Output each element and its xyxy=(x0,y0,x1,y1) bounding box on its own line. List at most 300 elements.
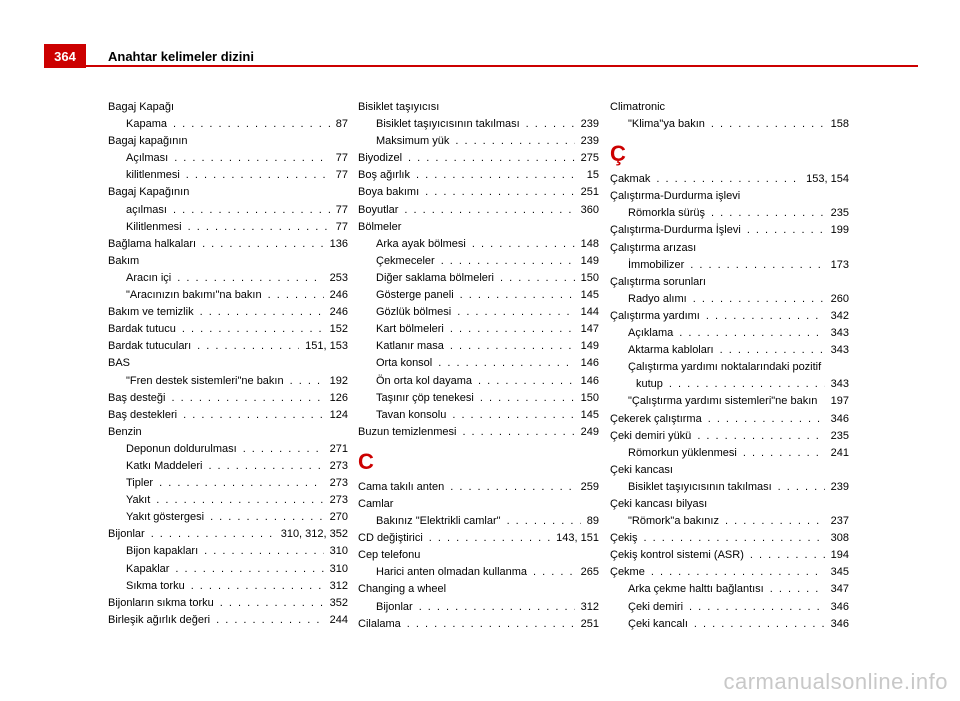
dot-leader xyxy=(151,526,275,543)
index-entry xyxy=(610,393,849,410)
index-entry xyxy=(108,150,348,167)
index-heading: Çeki kancası xyxy=(610,463,673,476)
entry-page-number: 273 xyxy=(329,494,348,507)
index-entry xyxy=(108,578,348,595)
entry-page-number: 143, 151 xyxy=(556,532,599,545)
dot-leader xyxy=(171,390,323,407)
index-heading: Çalıştırma sorunları xyxy=(610,275,706,288)
entry-page-number: 251 xyxy=(580,186,599,199)
entry-page-number: 153, 154 xyxy=(806,173,849,186)
entry-page-number: 199 xyxy=(830,224,849,237)
entry-page-number: 343 xyxy=(830,344,849,357)
dot-leader xyxy=(202,236,324,253)
dot-leader xyxy=(175,561,323,578)
dot-leader xyxy=(200,304,324,321)
entry-page-number: 310 xyxy=(329,545,348,558)
entry-term: Çekme xyxy=(610,566,645,579)
dot-leader xyxy=(478,373,575,390)
entry-term: Gözlük bölmesi xyxy=(376,306,452,319)
entry-term: Çekerek çalıştırma xyxy=(610,412,702,425)
index-entry xyxy=(358,530,599,547)
entry-page-number: 244 xyxy=(329,613,348,626)
entry-page-number: 265 xyxy=(580,566,599,579)
entry-page-number: 347 xyxy=(830,583,849,596)
entry-page-number: 77 xyxy=(335,203,348,216)
dot-leader xyxy=(216,612,324,629)
dot-leader xyxy=(669,376,825,393)
dot-leader xyxy=(750,547,825,564)
page-header xyxy=(0,0,960,70)
entry-term: "Römork"a bakınız xyxy=(628,515,719,528)
entry-term: Römorkla sürüş xyxy=(628,207,706,220)
index-entry xyxy=(108,543,348,560)
entry-page-number: 312 xyxy=(580,600,599,613)
dot-leader xyxy=(429,530,550,547)
entry-page-number: 77 xyxy=(335,169,348,182)
index-entry xyxy=(108,219,348,236)
dot-leader xyxy=(173,116,330,133)
entry-term: Boş ağırlık xyxy=(358,169,410,182)
dot-leader xyxy=(208,458,323,475)
dot-leader xyxy=(450,479,574,496)
dot-leader xyxy=(452,407,574,424)
entry-term: Birleşik ağırlık değeri xyxy=(108,613,211,626)
entry-term: "Fren destek sistemleri"ne bakın xyxy=(126,374,284,387)
dot-leader xyxy=(186,167,330,184)
index-entry xyxy=(610,308,849,325)
entry-page-number: 308 xyxy=(830,532,849,545)
entry-page-number: 346 xyxy=(830,412,849,425)
index-entry xyxy=(358,424,599,441)
index-heading: Çeki kancası bilyası xyxy=(610,497,708,510)
index-entry xyxy=(358,236,599,253)
entry-page-number: 345 xyxy=(830,566,849,579)
entry-term: "Çalıştırma yardımı sistemleri"ne bakın xyxy=(628,395,818,408)
dot-leader xyxy=(407,616,575,633)
entry-term: Çekiş kontrol sistemi (ASR) xyxy=(610,549,744,562)
index-column-3 xyxy=(610,99,849,633)
watermark: carmanualsonline.info xyxy=(723,669,948,694)
dot-leader xyxy=(706,308,825,325)
dot-leader xyxy=(416,167,581,184)
entry-term: Tipler xyxy=(126,477,154,490)
index-entry xyxy=(108,509,348,526)
index-entry xyxy=(610,116,849,133)
index-entry xyxy=(610,564,849,581)
entry-term: "Klima"ya bakın xyxy=(628,118,705,131)
entry-term: Arka ayak bölmesi xyxy=(376,237,466,250)
entry-page-number: 149 xyxy=(580,254,599,267)
index-entry xyxy=(610,445,849,462)
entry-term: Katkı Maddeleri xyxy=(126,459,203,472)
entry-term: Baş destekleri xyxy=(108,408,178,421)
entry-term: Buzun temizlenmesi xyxy=(358,425,457,438)
entry-page-number: 148 xyxy=(580,237,599,250)
dot-leader xyxy=(708,411,825,428)
entry-term: Sıkma torku xyxy=(126,579,185,592)
index-entry xyxy=(358,167,599,184)
dot-leader xyxy=(455,133,574,150)
dot-leader xyxy=(268,287,324,304)
index-entry xyxy=(108,612,348,629)
index-entry xyxy=(108,321,348,338)
entry-page-number: 173 xyxy=(830,258,849,271)
entry-term: Çekmeceler xyxy=(376,254,435,267)
entry-term: Çeki demiri xyxy=(628,600,684,613)
index-entry xyxy=(358,150,599,167)
entry-term: Gösterge paneli xyxy=(376,289,454,302)
entry-page-number: 260 xyxy=(830,292,849,305)
dot-leader xyxy=(770,581,825,598)
entry-term: Römorkun yüklenmesi xyxy=(628,446,737,459)
dot-leader xyxy=(694,616,825,633)
dot-leader xyxy=(651,564,825,581)
entry-page-number: 77 xyxy=(335,220,348,233)
dot-leader xyxy=(174,150,330,167)
index-entry xyxy=(358,479,599,496)
dot-leader xyxy=(462,424,574,441)
dot-leader xyxy=(404,202,574,219)
index-entry xyxy=(358,202,599,219)
entry-term: "Aracınızın bakımı"na bakın xyxy=(126,289,262,302)
index-entry xyxy=(108,561,348,578)
entry-page-number: 343 xyxy=(830,327,849,340)
index-entry xyxy=(358,373,599,390)
entry-page-number: 194 xyxy=(830,549,849,562)
dot-leader xyxy=(526,116,575,133)
index-entry xyxy=(108,526,348,543)
entry-page-number: 87 xyxy=(335,118,348,131)
page-title: Anahtar kelimeler dizini xyxy=(108,49,254,64)
entry-page-number: 270 xyxy=(329,511,348,524)
entry-page-number: 251 xyxy=(580,617,599,630)
index-entry xyxy=(358,338,599,355)
entry-term: Orta konsol xyxy=(376,357,433,370)
entry-term: Çeki demiri yükü xyxy=(610,429,692,442)
entry-term: Radyo alımı xyxy=(628,292,687,305)
dot-leader xyxy=(725,513,825,530)
index-heading: Bagaj Kapağının xyxy=(108,186,190,199)
entry-page-number: 150 xyxy=(580,271,599,284)
dot-leader xyxy=(743,445,825,462)
entry-term: CD değiştirici xyxy=(358,532,423,545)
entry-term: Taşınır çöp tenekesi xyxy=(376,391,474,404)
entry-term: Çekiş xyxy=(610,532,638,545)
index-entry xyxy=(108,338,348,355)
entry-term: Maksimum yük xyxy=(376,135,450,148)
entry-page-number: 126 xyxy=(329,391,348,404)
entry-page-number: 271 xyxy=(329,442,348,455)
entry-term: Çalıştırma-Durdurma İşlevi xyxy=(610,224,741,237)
index-heading: BAS xyxy=(108,357,131,370)
dot-leader xyxy=(183,407,324,424)
entry-term: Açılması xyxy=(126,152,169,165)
index-entry xyxy=(610,325,849,342)
header-rule xyxy=(86,65,918,67)
entry-page-number: 273 xyxy=(329,477,348,490)
entry-term: Açıklama xyxy=(628,327,674,340)
index-entry xyxy=(358,133,599,150)
entry-term: Diğer saklama bölmeleri xyxy=(376,271,494,284)
dot-leader xyxy=(188,219,330,236)
entry-page-number: 158 xyxy=(830,118,849,131)
index-entry xyxy=(610,479,849,496)
index-entry xyxy=(610,581,849,598)
index-entry xyxy=(108,287,348,304)
entry-page-number: 145 xyxy=(580,408,599,421)
dot-leader xyxy=(191,578,324,595)
dot-leader xyxy=(644,530,825,547)
dot-leader xyxy=(711,116,825,133)
index-heading: Bakım xyxy=(108,254,140,267)
index-entry xyxy=(610,342,849,359)
entry-term: Bijonlar xyxy=(376,600,413,613)
dot-leader xyxy=(441,253,575,270)
dot-leader xyxy=(778,479,825,496)
dot-leader xyxy=(679,325,824,342)
entry-term: Bakım ve temizlik xyxy=(108,306,194,319)
entry-term: Yakıt göstergesi xyxy=(126,511,205,524)
entry-term: Bijon kapakları xyxy=(126,545,199,558)
entry-page-number: 273 xyxy=(329,459,348,472)
index-entry xyxy=(108,441,348,458)
entry-page-number: 310 xyxy=(329,562,348,575)
index-heading: Bölmeler xyxy=(358,220,402,233)
entry-page-number: 136 xyxy=(329,237,348,250)
index-heading: Climatronic xyxy=(610,101,666,113)
dot-leader xyxy=(173,202,330,219)
index-entry xyxy=(610,257,849,274)
entry-page-number: 246 xyxy=(329,289,348,302)
entry-term: Aktarma kabloları xyxy=(628,344,714,357)
entry-term: Aracın içi xyxy=(126,271,172,284)
dot-leader xyxy=(747,222,825,239)
index-entry xyxy=(358,116,599,133)
entry-term: Bağlama halkaları xyxy=(108,237,197,250)
dot-leader xyxy=(438,355,574,372)
index-entry xyxy=(108,202,348,219)
index-entry xyxy=(108,407,348,424)
dot-leader xyxy=(419,599,575,616)
index-entry xyxy=(610,171,849,188)
entry-page-number: 151, 153 xyxy=(305,340,348,353)
index-entry xyxy=(108,304,348,321)
dot-leader xyxy=(210,509,324,526)
entry-page-number: 312 xyxy=(329,579,348,592)
entry-page-number: 241 xyxy=(830,446,849,459)
dot-leader xyxy=(507,513,581,530)
index-entry xyxy=(108,595,348,612)
entry-page-number: 346 xyxy=(830,600,849,613)
entry-term: Bijonlar xyxy=(108,528,145,541)
dot-leader xyxy=(408,150,575,167)
dot-leader xyxy=(197,338,299,355)
dot-leader xyxy=(159,475,324,492)
dot-leader xyxy=(460,287,575,304)
entry-page-number: 89 xyxy=(586,515,599,528)
entry-term: Baş desteği xyxy=(108,391,166,404)
entry-term: Cilalama xyxy=(358,617,401,630)
index-entry xyxy=(610,530,849,547)
entry-term: Arka çekme halttı bağlantısı xyxy=(628,583,764,596)
entry-page-number: 249 xyxy=(580,425,599,438)
entry-term: Kart bölmeleri xyxy=(376,323,444,336)
dot-leader xyxy=(450,321,575,338)
entry-page-number: 346 xyxy=(830,617,849,630)
entry-page-number: 15 xyxy=(586,169,599,182)
entry-page-number: 197 xyxy=(830,395,849,408)
index-entry xyxy=(358,390,599,407)
dot-leader xyxy=(457,304,574,321)
entry-page-number: 360 xyxy=(580,203,599,216)
dot-leader xyxy=(711,205,825,222)
entry-term: Bardak tutucu xyxy=(108,323,176,336)
index-entry xyxy=(358,355,599,372)
entry-page-number: 239 xyxy=(580,118,599,131)
index-heading: Çalıştırma yardımı noktalarındaki pozitif xyxy=(628,361,822,374)
index-heading: Changing a wheel xyxy=(358,583,447,596)
entry-page-number: 235 xyxy=(830,429,849,442)
dot-leader xyxy=(425,184,575,201)
entry-term: Katlanır masa xyxy=(376,340,444,353)
entry-page-number: 352 xyxy=(329,596,348,609)
index-heading: Çalıştırma arızası xyxy=(610,241,697,254)
dot-leader xyxy=(220,595,324,612)
index-entry xyxy=(108,390,348,407)
entry-term: Bisiklet taşıyıcısının takılması xyxy=(376,118,520,131)
index-heading: Camlar xyxy=(358,497,394,510)
index-entry xyxy=(358,599,599,616)
entry-term: Boya bakımı xyxy=(358,186,420,199)
index-heading: Çalıştırma-Durdurma işlevi xyxy=(610,190,741,203)
entry-term: Tavan konsolu xyxy=(376,408,447,421)
index-entry xyxy=(108,458,348,475)
entry-page-number: 343 xyxy=(830,378,849,391)
index-entry xyxy=(610,513,849,530)
entry-term: Çakmak xyxy=(610,173,651,186)
index-entry xyxy=(108,492,348,509)
entry-page-number: 253 xyxy=(329,271,348,284)
index-entry xyxy=(108,270,348,287)
index-heading: Cep telefonu xyxy=(358,549,421,562)
entry-term: Kapaklar xyxy=(126,562,170,575)
index-entry xyxy=(108,475,348,492)
entry-term: Çeki kancalı xyxy=(628,617,688,630)
entry-page-number: 124 xyxy=(329,408,348,421)
dot-leader xyxy=(204,543,323,560)
entry-page-number: 146 xyxy=(580,357,599,370)
entry-page-number: 239 xyxy=(830,480,849,493)
entry-page-number: 310, 312, 352 xyxy=(280,528,348,541)
index-entry xyxy=(358,270,599,287)
index-entry xyxy=(108,236,348,253)
dot-leader xyxy=(656,171,800,188)
index-entry xyxy=(610,205,849,222)
dot-leader xyxy=(693,291,825,308)
entry-term: Kilitlenmesi xyxy=(126,220,182,233)
index-entry xyxy=(108,167,348,184)
dot-leader xyxy=(689,599,825,616)
index-heading: Benzin xyxy=(108,425,142,438)
index-entry xyxy=(358,321,599,338)
entry-term: İmmobilizer xyxy=(628,258,685,271)
dot-leader xyxy=(450,338,575,355)
entry-page-number: 149 xyxy=(580,340,599,353)
dot-leader xyxy=(243,441,324,458)
index-heading: Bagaj Kapağı xyxy=(108,101,175,113)
dot-leader xyxy=(500,270,575,287)
dot-leader xyxy=(697,428,824,445)
entry-term: Bisiklet taşıyıcısının takılması xyxy=(628,480,772,493)
entry-page-number: 144 xyxy=(580,306,599,319)
index-entry xyxy=(358,616,599,633)
entry-term: kilitlenmesi xyxy=(126,169,180,182)
dot-leader xyxy=(156,492,323,509)
entry-page-number: 147 xyxy=(580,323,599,336)
entry-page-number: 77 xyxy=(335,152,348,165)
index-entry xyxy=(610,376,849,393)
index-entry xyxy=(108,116,348,133)
section-letter: Ç xyxy=(610,141,626,167)
entry-term: açılması xyxy=(126,203,167,216)
index-entry xyxy=(358,287,599,304)
entry-page-number: 275 xyxy=(580,152,599,165)
index-heading: Bagaj kapağının xyxy=(108,135,188,148)
entry-term: Biyodizel xyxy=(358,152,403,165)
entry-term: Ön orta kol dayama xyxy=(376,374,472,387)
index-entry xyxy=(610,222,849,239)
index-column-1 xyxy=(108,99,348,629)
index-entry xyxy=(610,411,849,428)
entry-page-number: 146 xyxy=(580,374,599,387)
dot-leader xyxy=(720,342,825,359)
entry-page-number: 235 xyxy=(830,207,849,220)
entry-page-number: 152 xyxy=(329,323,348,336)
entry-term: Boyutlar xyxy=(358,203,399,216)
dot-leader xyxy=(480,390,575,407)
index-entry xyxy=(610,428,849,445)
entry-page-number: 342 xyxy=(830,309,849,322)
index-entry xyxy=(358,253,599,270)
dot-leader xyxy=(290,373,324,390)
index-entry xyxy=(610,599,849,616)
index-entry xyxy=(358,304,599,321)
entry-term: kutup xyxy=(636,378,663,391)
entry-page-number: 239 xyxy=(580,135,599,148)
entry-term: Bijonların sıkma torku xyxy=(108,596,214,609)
dot-leader xyxy=(182,321,324,338)
entry-term: Bakınız "Elektrikli camlar" xyxy=(376,515,501,528)
entry-term: Çalıştırma yardımı xyxy=(610,309,700,322)
entry-term: Yakıt xyxy=(126,494,151,507)
index-entry xyxy=(610,547,849,564)
index-heading: Bisiklet taşıyıcısı xyxy=(358,101,440,113)
index-entry xyxy=(358,184,599,201)
index-entry xyxy=(358,513,599,530)
dot-leader xyxy=(690,257,824,274)
page-number-badge: 364 xyxy=(44,44,86,68)
dot-leader xyxy=(472,236,575,253)
index-entry xyxy=(108,373,348,390)
entry-page-number: 192 xyxy=(329,374,348,387)
index-column-2 xyxy=(358,99,599,633)
entry-page-number: 246 xyxy=(329,306,348,319)
dot-leader xyxy=(177,270,323,287)
entry-page-number: 150 xyxy=(580,391,599,404)
entry-term: Cama takılı anten xyxy=(358,480,445,493)
index-entry xyxy=(358,564,599,581)
entry-term: Bardak tutucuları xyxy=(108,340,192,353)
